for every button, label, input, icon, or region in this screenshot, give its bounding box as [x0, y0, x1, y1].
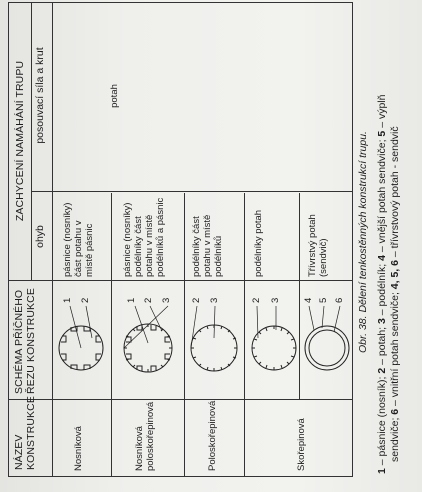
bending-row-2: pásnice (nosníky) podélníky část potahu v místě podélníků a pásnic	[122, 197, 166, 277]
row-name-4: Skořepinová	[296, 418, 307, 471]
legend-key: 4, 5, 6	[389, 260, 401, 290]
legend-text: sendviče;	[389, 414, 401, 462]
label-3: 3	[270, 297, 281, 303]
legend-key: 5	[376, 130, 388, 137]
legend-text: – vnější potah sendviče;	[376, 136, 388, 256]
legend-key: 1	[376, 468, 388, 474]
figure-legend	[376, 6, 402, 474]
label-4: 4	[303, 297, 314, 303]
legend-text: – třívrstvový potah - sendvič	[389, 126, 401, 261]
legend-line-2	[389, 6, 402, 474]
header-shear: posouvací síla a krut	[34, 47, 46, 144]
label-2: 2	[251, 297, 262, 303]
legend-text: – potah;	[376, 323, 388, 368]
divider	[31, 191, 352, 192]
label-2: 2	[80, 297, 91, 303]
legend-text: – podélník;	[376, 260, 388, 319]
header-name: NÁZEV KONSTRUKCE	[13, 396, 37, 470]
header-schema: SCHÉMA PŘÍČNÉHO ŘEZU KONSTRUKCE	[13, 288, 37, 394]
bending-row-5: Třívrstvý potah (sendvič)	[307, 214, 329, 277]
legend-key: 4	[376, 255, 388, 261]
label-5: 5	[318, 297, 329, 303]
label-3: 3	[209, 297, 220, 303]
divider	[52, 3, 53, 476]
construction-table	[8, 2, 353, 477]
label-1: 1	[62, 297, 73, 303]
bending-row-4: podélníky potah	[253, 209, 264, 277]
row-name-3: Poloskořepinová	[207, 400, 218, 471]
row-name-2: Nosníková poloskořepinová	[134, 401, 156, 471]
legend-text: – pásnice (nosník);	[376, 373, 388, 469]
label-2: 2	[191, 297, 202, 303]
label-6: 6	[334, 297, 345, 303]
header-bending: ohyb	[34, 225, 46, 248]
bending-row-1: pásnice (nosníky) část potahu v místě pásnic	[62, 202, 95, 277]
divider	[31, 3, 32, 281]
label-2: 2	[143, 297, 154, 303]
legend-text: – výplň	[376, 94, 388, 131]
label-1: 1	[126, 297, 137, 303]
bending-row-3: podélníky část potahu v místě podélníků	[191, 214, 224, 277]
legend-key: 2	[376, 367, 388, 374]
legend-key: 6	[389, 408, 401, 415]
legend-key: 3	[376, 318, 388, 324]
legend-text: – vnitřní potah sendviče;	[389, 289, 401, 409]
spar-caps	[126, 325, 170, 371]
header-stress: ZACHYCENÍ NAMÁHÁNÍ TRUPU	[14, 60, 26, 222]
shear-value: potah	[109, 84, 120, 108]
row-name-1: Nosníková	[73, 426, 84, 471]
figure-caption: Obr. 38. Dělení tenkostěnných konstrukcí trupu.	[357, 131, 369, 353]
legend-line-1	[376, 6, 389, 474]
label-3: 3	[161, 297, 172, 303]
